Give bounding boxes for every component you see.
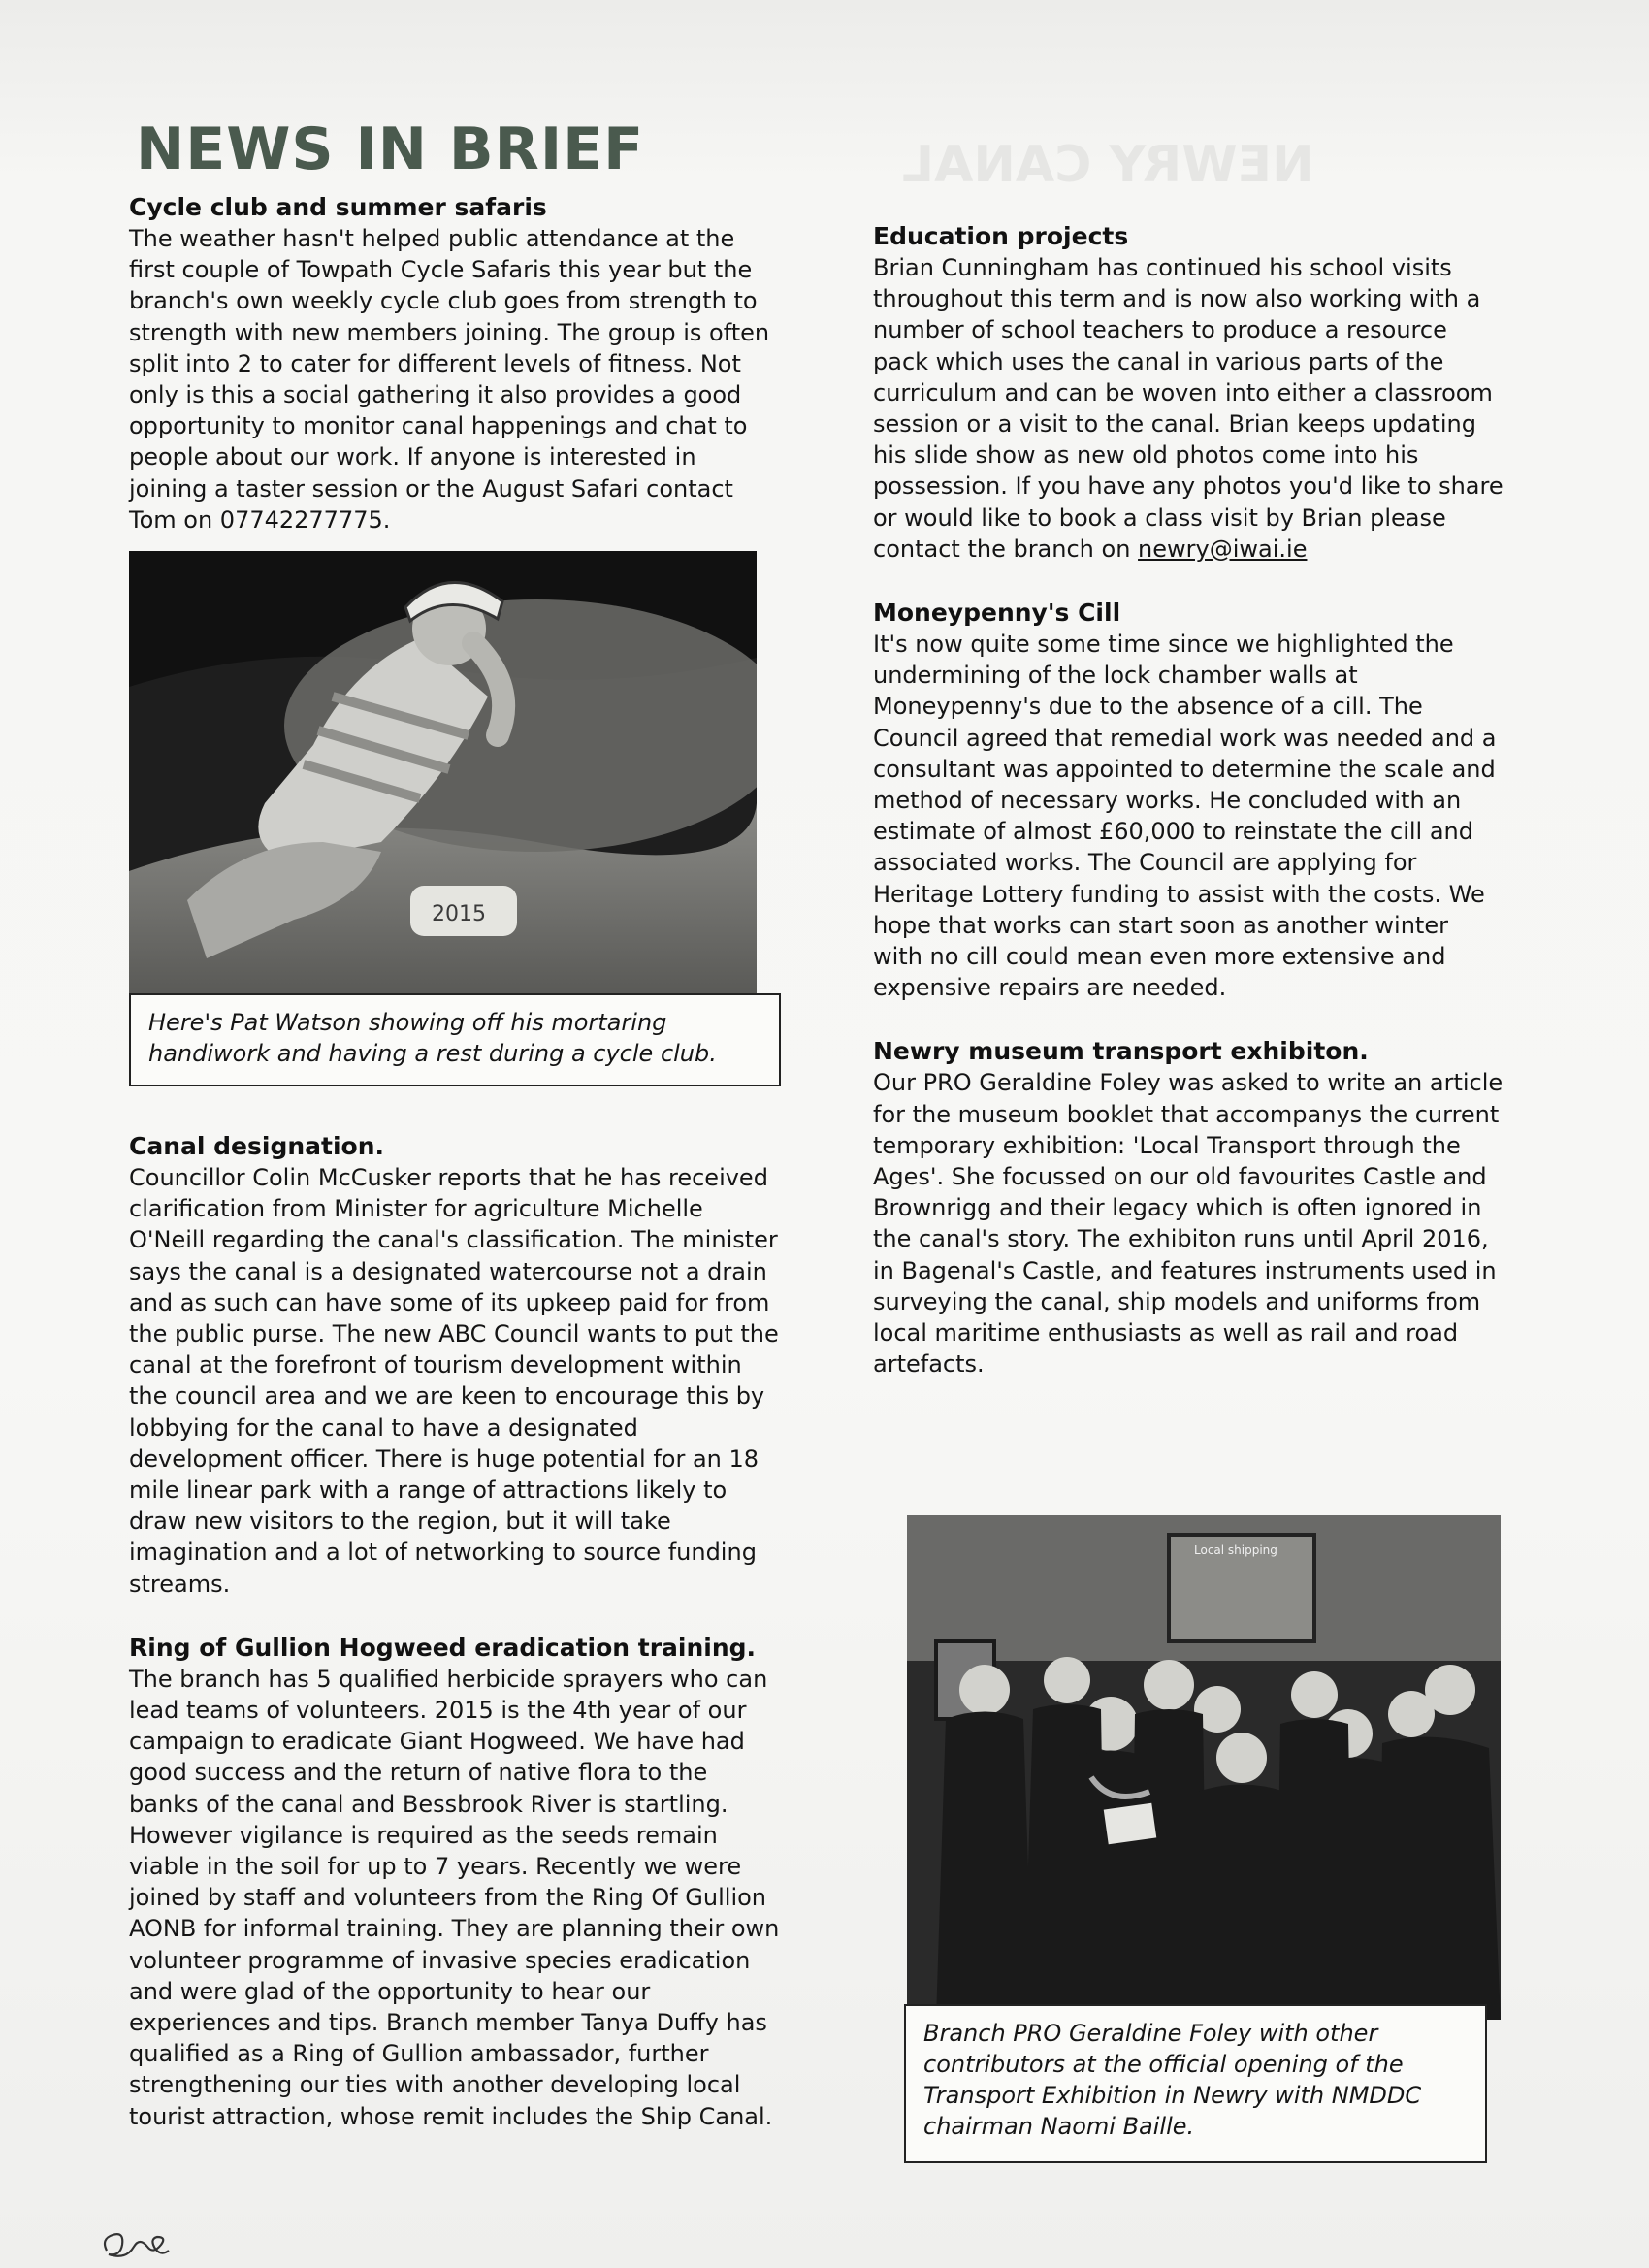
right-column — [873, 221, 1504, 1380]
article-heading: Education projects — [873, 222, 1129, 250]
article-body: Our PRO Geraldine Foley was asked to write an article for the museum booklet that accompanys the current temporary exhibition: 'Local Transport through the Ages'. She focussed on our old favourites Castle and Brownrigg and their legacy which is often ignored in the canal's story. The exhibiton runs until April 2016, in Bagenal's Castle, and features instruments used in surveying the canal, ship models and uniforms from local maritime enthusiasts as well as rail and road artefacts. — [873, 1069, 1504, 1378]
article-body: It's now quite some time since we highlighted the undermining of the lock chamber walls at Moneypenny's due to the absence of a cill. The Council agreed that remedial work was needed and a consultant was appointed to determine the scale and method of necessary works. He concluded with an estimate of almost £60,000 to reinstate the cill and associated works. The Council are applying for Heritage Lottery funding to assist with the costs. We hope that works can start soon as another winter with no cill could mean even more extensive and expensive repairs are needed. — [873, 631, 1497, 1002]
exhibit-sign: Local shipping — [1194, 1543, 1277, 1557]
article-moneypennys-cill — [873, 598, 1504, 1003]
article-canal-designation — [129, 1131, 781, 1600]
group-illustration — [907, 1515, 1501, 2020]
flourish-icon — [97, 2221, 175, 2264]
article-cycle-club — [129, 192, 781, 535]
cyclist-illustration — [129, 551, 757, 993]
article-heading: Canal designation. — [129, 1132, 385, 1160]
article-education-projects — [873, 221, 1504, 565]
article-heading: Moneypenny's Cill — [873, 599, 1121, 628]
reverse-side-bleed: NEWRY CANAL — [902, 136, 1314, 194]
article-hogweed-training — [129, 1633, 781, 2132]
email-link[interactable]: newry@iwai.ie — [1138, 535, 1308, 563]
article-body: The branch has 5 qualified herbicide sprayers who can lead teams of volunteers. 2015 is the 4th year of our campaign to eradicate Giant Hogweed. We have had good success and the return of native flora to the banks of the canal and Bessbrook River is startling. However vigilance is required as the seeds remain viable in the soil for up to 7 years. Recently we were joined by staff and volunteers from the Ring Of Gullion AONB for informal training. They are planning their own volunteer programme of invasive species eradication and were glad of the opportunity to hear our experiences and tips. Branch member Tanya Duffy has qualified as a Ring of Gullion ambassador, further strengthening our ties with another developing local tourist attraction, whose remit includes the Ship Canal. — [129, 1665, 780, 2130]
exhibition-group-photo — [907, 1515, 1501, 2020]
article-heading: Ring of Gullion Hogweed eradication training. — [129, 1633, 757, 1662]
page-title: NEWS IN BRIEF — [136, 115, 645, 183]
photo-caption: Here's Pat Watson showing off his mortaring handiwork and having a rest during a cycle club. — [129, 993, 781, 1086]
left-column — [129, 192, 781, 535]
article-heading: Cycle club and summer safaris — [129, 193, 547, 221]
left-column-lower — [129, 1131, 781, 2132]
cyclist-photo — [129, 551, 757, 993]
article-body: The weather hasn't helped public attendance at the first couple of Towpath Cycle Safaris this year but the branch's own weekly cycle club goes from strength to strength with new members joining. The group is often split into 2 to cater for different levels of fitness. Not only is this a social gathering it also provides a good opportunity to monitor canal happenings and chat to people about our work. If anyone is interested in joining a taster session or the August Safari contact Tom on 07742277775. — [129, 225, 770, 534]
article-body: Councillor Colin McCusker reports that he has received clarification from Minister for agriculture Michelle O'Neill regarding the canal's classification. The minister says the canal is a designated watercourse not a drain and as such can have some of its upkeep paid for from the public purse. The new ABC Council wants to put the canal at the forefront of tourism development within the council area and we are keen to encourage this by lobbying for the canal to have a designated development officer. There is huge potential for an 18 mile linear park with a range of attractions likely to draw new visitors to the region, but it will take imagination and a lot of networking to source funding streams. — [129, 1164, 779, 1598]
photo-caption: Branch PRO Geraldine Foley with other contributors at the official opening of the Transport Exhibition in Newry with NMDDC chairman Naomi Baille. — [904, 2004, 1487, 2163]
etched-year: 2015 — [432, 902, 486, 926]
article-body-text: Brian Cunningham has continued his school visits throughout this term and is now also working with a number of school teachers to produce a resource pack which uses the canal in various parts of the curriculum and can be woven into either a classroom session or a visit to the canal. Brian keeps updating his slide show as new old photos come into his possession. If you have any photos you'd like to share or would like to book a class visit by Brian please contact the branch on — [873, 254, 1504, 563]
article-body — [873, 252, 1504, 565]
article-heading: Newry museum transport exhibiton. — [873, 1037, 1369, 1066]
article-museum-exhibition — [873, 1036, 1504, 1379]
